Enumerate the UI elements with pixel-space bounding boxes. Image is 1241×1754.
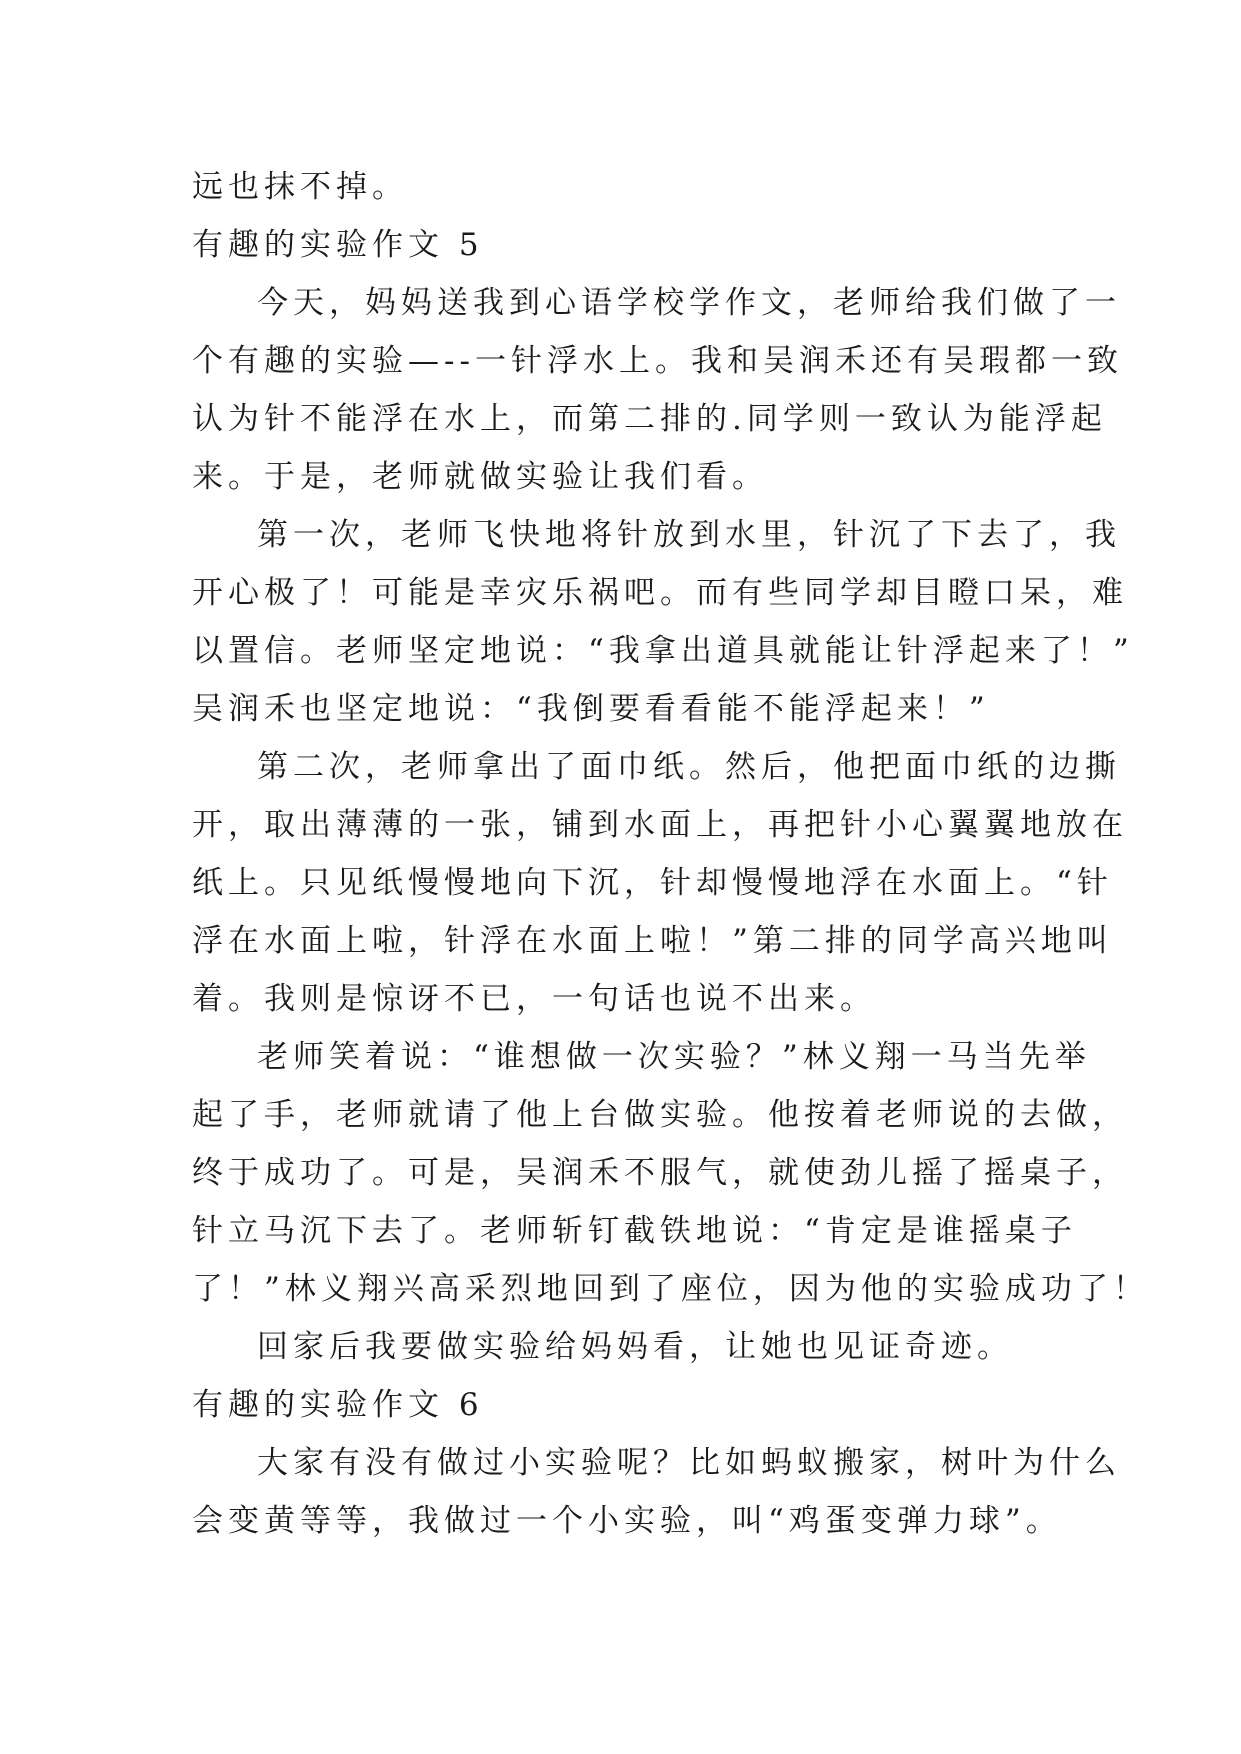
text-line: 认为针不能浮在水上，而第二排的.同学则一致认为能浮起 [192, 401, 1107, 437]
text-line: 着。我则是惊讶不已，一句话也说不出来。 [192, 981, 876, 1017]
text-line: 个有趣的实验—--一针浮水上。我和吴润禾还有吴瑕都一致 [192, 343, 1123, 379]
text-line: 以置信。老师坚定地说：“我拿出道具就能让针浮起来了！” [192, 633, 1134, 669]
text-line: 起了手，老师就请了他上台做实验。他按着老师说的去做， [192, 1097, 1128, 1133]
text-line: 会变黄等等，我做过一个小实验，叫“鸡蛋变弹力球”。 [192, 1503, 1062, 1539]
text-line: 来。于是，老师就做实验让我们看。 [192, 459, 768, 495]
paragraph-first-line: 老师笑着说：“谁想做一次实验？”林义翔一马当先举 [257, 1039, 1091, 1075]
text-line: 开，取出薄薄的一张，铺到水面上，再把针小心翼翼地放在 [192, 807, 1128, 843]
essay-heading: 有趣的实验作文 6 [192, 1387, 484, 1423]
text-line: 针立马沉下去了。老师斩钉截铁地说：“肯定是谁摇桌子 [192, 1213, 1077, 1249]
paragraph-first-line: 大家有没有做过小实验呢？比如蚂蚁搬家，树叶为什么 [257, 1445, 1121, 1481]
paragraph-first-line: 第一次，老师飞快地将针放到水里，针沉了下去了，我 [257, 517, 1121, 553]
paragraph-first-line: 第二次，老师拿出了面巾纸。然后，他把面巾纸的边撕 [257, 749, 1121, 785]
text-line: 纸上。只见纸慢慢地向下沉，针却慢慢地浮在水面上。“针 [192, 865, 1113, 901]
essay-heading: 有趣的实验作文 5 [192, 227, 484, 263]
paragraph-first-line: 回家后我要做实验给妈妈看，让她也见证奇迹。 [257, 1329, 1013, 1365]
text-line: 了！”林义翔兴高采烈地回到了座位，因为他的实验成功了！ [192, 1271, 1149, 1307]
text-line: 开心极了！可能是幸灾乐祸吧。而有些同学却目瞪口呆，难 [192, 575, 1128, 611]
text-line: 终于成功了。可是，吴润禾不服气，就使劲儿摇了摇桌子， [192, 1155, 1128, 1191]
document-page [192, 158, 1149, 1550]
text-line: 浮在水面上啦，针浮在水面上啦！”第二排的同学高兴地叫 [192, 923, 1113, 959]
paragraph-first-line: 今天，妈妈送我到心语学校学作文，老师给我们做了一 [257, 285, 1121, 321]
text-line: 吴润禾也坚定地说：“我倒要看看能不能浮起来！” [192, 691, 990, 727]
text-line: 远也抹不掉。 [192, 169, 408, 205]
